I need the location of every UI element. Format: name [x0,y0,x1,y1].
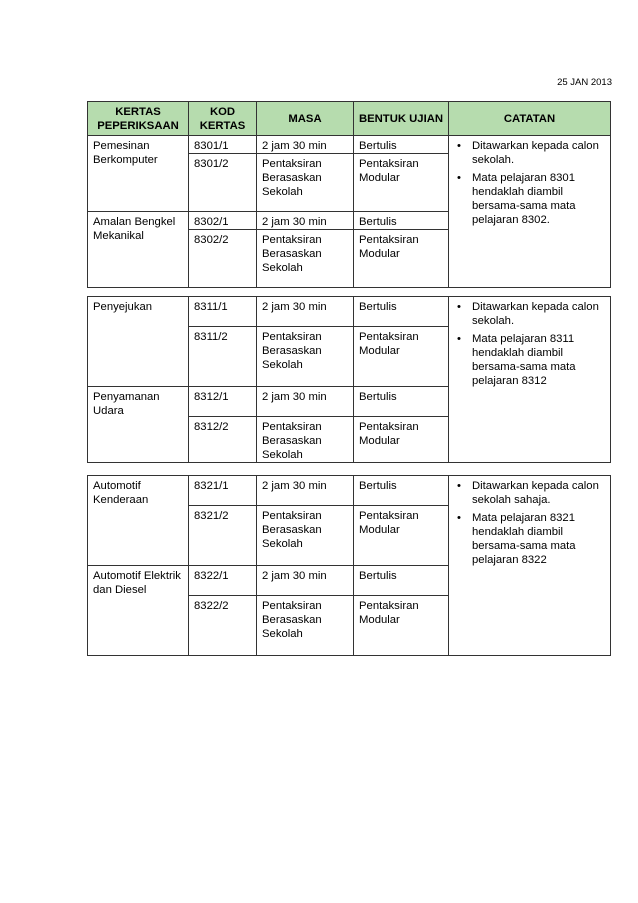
paper-duration: 2 jam 30 min [257,136,354,154]
paper-type: Bertulis [354,297,449,327]
header-kod: KOD KERTAS [189,102,257,136]
paper-type: Pentaksiran Modular [354,417,449,463]
paper-code: 8302/1 [189,212,257,230]
paper-type: Pentaksiran Modular [354,506,449,566]
paper-code: 8311/1 [189,297,257,327]
paper-type: Bertulis [354,476,449,506]
paper-code: 8322/2 [189,596,257,656]
paper-duration: 2 jam 30 min [257,212,354,230]
notes-cell [449,136,611,288]
paper-duration: Pentaksiran Berasaskan Sekolah [257,596,354,656]
header-kertas: KERTAS PEPERIKSAAN [88,102,189,136]
paper-code: 8311/2 [189,327,257,387]
bullet-icon: • [457,512,461,524]
bullet-icon: • [457,333,461,345]
bullet-icon: • [457,172,461,184]
paper-type: Bertulis [354,387,449,417]
note-item: • Ditawarkan kepada calon sekolah sahaja. [457,480,599,506]
paper-type: Pentaksiran Modular [354,230,449,288]
paper-duration: Pentaksiran Berasaskan Sekolah [257,327,354,387]
note-item: • Mata pelajaran 8311 hendaklah diambil bersama-sama mata pelajaran 8312 [457,333,576,387]
paper-code: 8301/2 [189,154,257,212]
paper-code: 8312/2 [189,417,257,463]
paper-code: 8322/1 [189,566,257,596]
table-header-row [88,102,611,136]
paper-code: 8301/1 [189,136,257,154]
paper-type: Pentaksiran Modular [354,154,449,212]
paper-type: Bertulis [354,136,449,154]
paper-duration: Pentaksiran Berasaskan Sekolah [257,506,354,566]
note-item: • Mata pelajaran 8301 hendaklah diambil bersama-sama mata pelajaran 8302. [457,172,576,226]
paper-type: Bertulis [354,212,449,230]
paper-duration: 2 jam 30 min [257,297,354,327]
subject-name: Automotif Elektrik dan Diesel [88,566,189,656]
header-bentuk: BENTUK UJIAN [354,102,449,136]
paper-duration: 2 jam 30 min [257,566,354,596]
bullet-icon: • [457,140,461,152]
paper-type: Bertulis [354,566,449,596]
paper-duration: 2 jam 30 min [257,387,354,417]
subject-name: Pemesinan Berkomputer [88,136,189,212]
table-row [88,297,611,327]
paper-code: 8321/2 [189,506,257,566]
bullet-icon: • [457,480,461,492]
paper-type: Pentaksiran Modular [354,596,449,656]
paper-duration: Pentaksiran Berasaskan Sekolah [257,154,354,212]
header-catatan: CATATAN [449,102,611,136]
exam-table-1 [87,101,611,288]
paper-code: 8312/1 [189,387,257,417]
paper-code: 8321/1 [189,476,257,506]
header-masa: MASA [257,102,354,136]
subject-name: Penyamanan Udara [88,387,189,463]
subject-name: Automotif Kenderaan [88,476,189,566]
note-item: • Ditawarkan kepada calon sekolah. [457,301,599,327]
paper-code: 8302/2 [189,230,257,288]
exam-table-3 [87,475,611,656]
subject-name: Penyejukan [88,297,189,387]
table-row [88,476,611,506]
note-item: • Ditawarkan kepada calon sekolah. [457,140,599,166]
paper-type: Pentaksiran Modular [354,327,449,387]
paper-duration: Pentaksiran Berasaskan Sekolah [257,230,354,288]
document-date: 25 JAN 2013 [557,77,612,88]
exam-table-2 [87,296,611,463]
note-item: • Mata pelajaran 8321 hendaklah diambil bersama-sama mata pelajaran 8322 [457,512,576,566]
table-row [88,136,611,154]
bullet-icon: • [457,301,461,313]
paper-duration: Pentaksiran Berasaskan Sekolah [257,417,354,463]
paper-duration: 2 jam 30 min [257,476,354,506]
notes-cell [449,297,611,463]
subject-name: Amalan Bengkel Mekanikal [88,212,189,288]
notes-cell [449,476,611,656]
